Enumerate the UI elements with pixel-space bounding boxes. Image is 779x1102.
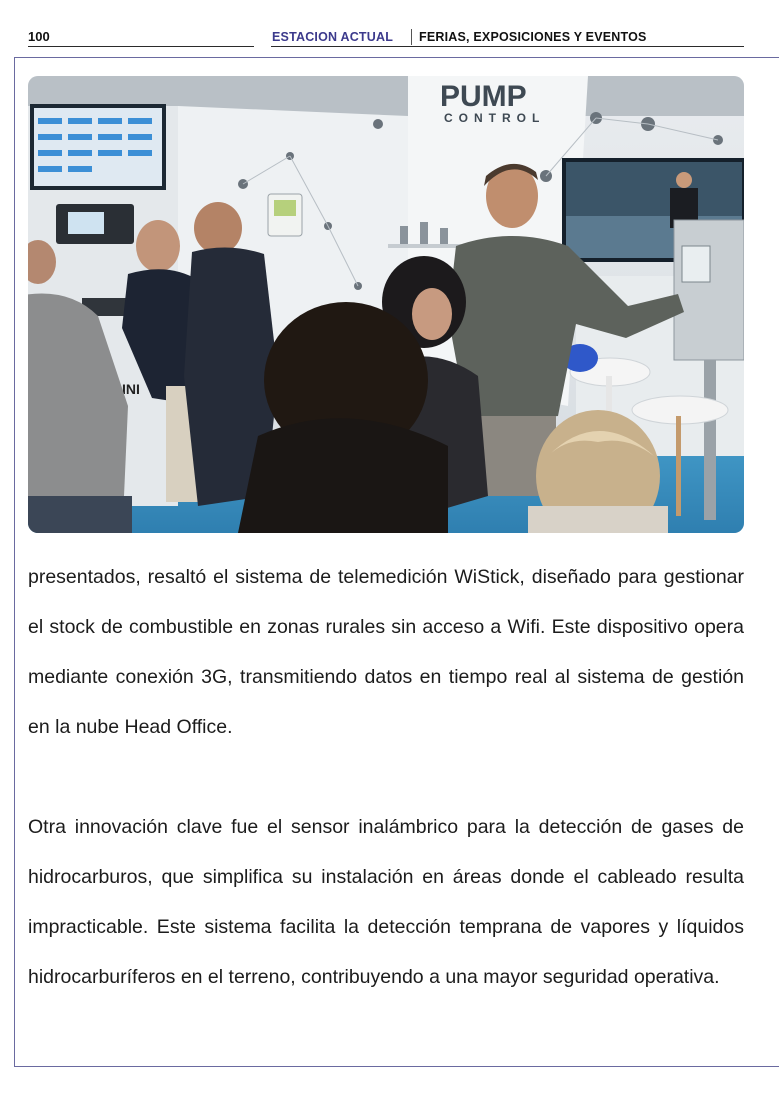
page-number: 100 xyxy=(28,29,50,44)
sign-pump-text: PUMP xyxy=(440,80,527,113)
article-paragraph-2: Otra innovación clave fue el sensor inalámbrico para la detección de gases de hidrocarburos, que simplifica su instalación en áreas donde el cableado resulta impracticable. Este sistema facilita la detección temprana de vapores y líquidos hidrocarburíferos en el terreno, contribuyendo a una mayor seguridad operativa. xyxy=(28,816,744,988)
sign-control-text: CONTROL xyxy=(444,111,546,125)
header-topic-title: FERIAS, EXPOSICIONES Y EVENTOS xyxy=(419,30,647,44)
header-separator xyxy=(411,29,412,45)
article-body xyxy=(28,552,744,1002)
header-rule-left xyxy=(28,46,254,47)
event-photo xyxy=(28,76,744,533)
header-section-title: ESTACION ACTUAL xyxy=(272,30,394,44)
header-rule-right xyxy=(271,46,744,47)
article-paragraph-1: presentados, resaltó el sistema de telemedición WiStick, diseñado para gestionar el stock de combustible en zonas rurales sin acceso a Wifi. Este dispositivo opera mediante conexión 3G, transmitiendo datos en tiempo real al sistema de gestión en la nube Head Office. xyxy=(28,566,744,738)
booth-partial-text: INI xyxy=(122,381,140,397)
